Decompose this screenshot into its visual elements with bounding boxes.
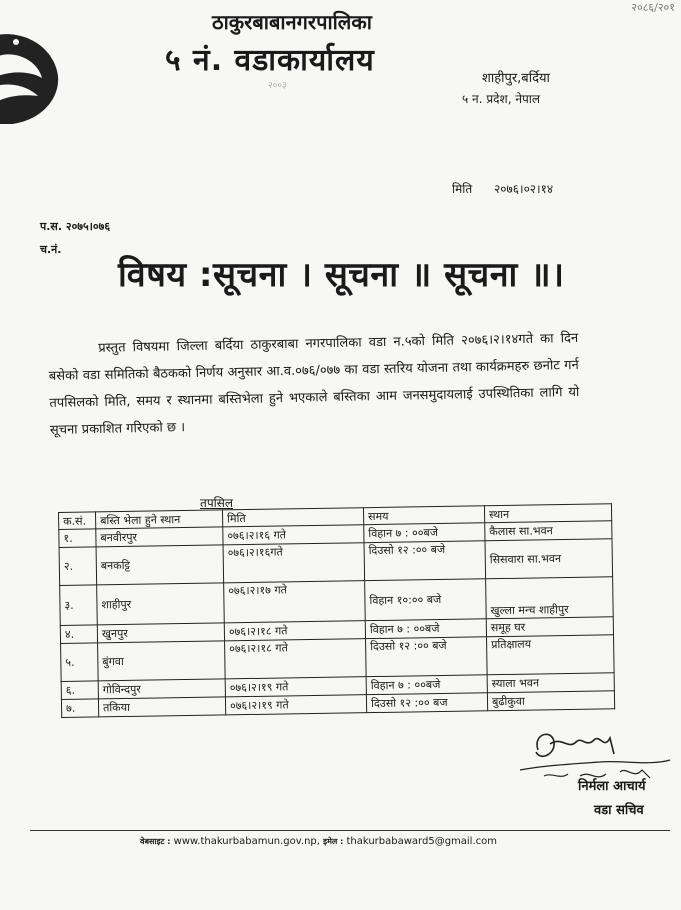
footer-contact	[140, 836, 497, 847]
notice-body: प्रस्तुत विषयमा जिल्ला बर्दिया ठाकुरबाबा नगरपालिका वडा न.५को मिति २०७६।२।१४गते का दिन बसेको वडा समितिको बैठकको निर्णय अनुसार आ.व.०७६/०७७ का वडा स्तरिय योजना तथा कार्यक्रमहरु छनोट गर्न तपसिलको मिति, समय र स्थानमा बस्तिभेला हुने भएकाले बस्तिका आम जनसमुदायलाई उपस्थितिका लागि यो सूचना प्रकाशित गरिएको छ ।	[48, 330, 580, 438]
signatory-name: निर्मला आचार्य	[578, 779, 646, 794]
cell-date: ०७६।२।१६गते	[223, 543, 365, 583]
header-venue: स्थान	[484, 504, 611, 523]
cell-serial: ६.	[61, 681, 98, 700]
cell-date: ०७६।२।१६ गते	[223, 525, 364, 545]
cell-time: दिउसो १२ :०० बज	[366, 693, 487, 713]
email-label: इमेल :	[323, 837, 344, 846]
cell-time: विहान ७ : ००बजे	[366, 675, 487, 695]
cell-place: बनवीरपुर	[96, 527, 223, 547]
cell-time: विहान १०:०० बजे	[365, 579, 487, 621]
cell-serial: १.	[59, 529, 96, 548]
table-caption: तपसिल	[200, 496, 234, 510]
cell-place: खुनपुर	[97, 623, 224, 643]
cell-place: बनकट्टि	[96, 545, 224, 585]
cell-date: ०७६।२।१८ गते	[224, 621, 365, 641]
schedule-table	[58, 503, 615, 718]
ward-office-title: ५ नं. वडाकार्यालय	[165, 43, 375, 78]
cell-venue: स्याला भवन	[487, 673, 614, 693]
cell-time: विहान ७ : ००बजे	[364, 523, 485, 543]
cell-time: विहान ७ : ००बजे	[365, 619, 486, 639]
cell-serial: ७.	[61, 699, 98, 718]
footer-divider	[30, 830, 670, 831]
cell-date: ०७६।२।१७ गते	[224, 581, 366, 623]
reference-number: प.स. २०७५।०७६	[40, 220, 111, 233]
cell-venue: बुढीकुवा	[487, 691, 614, 711]
cell-place: गोविन्दपुर	[98, 679, 225, 699]
cell-venue: समूह घर	[486, 617, 613, 637]
cell-venue: प्रतिक्षालय	[487, 635, 615, 675]
cell-place: तकिया	[98, 697, 225, 717]
date-value: २०७६।०२।१४	[494, 182, 554, 196]
address-line-1: शाहीपुर,बर्दिया	[482, 71, 550, 86]
dispatch-number: च.नं.	[40, 243, 62, 256]
header-time: समय	[363, 506, 484, 525]
header-place: बस्ति भेला हुने स्थान	[96, 510, 223, 529]
cell-venue: सिसवारा सा.भवन	[485, 539, 613, 579]
cell-place: बुंगवा	[98, 641, 226, 681]
cell-serial: ३.	[60, 585, 98, 626]
date-label: मिति	[452, 182, 473, 196]
date-row	[452, 180, 553, 197]
cell-venue: खुल्ला मन्च शाहीपुर	[486, 577, 614, 619]
schedule-table-wrapper	[58, 503, 615, 718]
subject-heading: विषय :सूचना । सूचना ॥ सूचना ॥।	[118, 255, 565, 295]
municipality-name: ठाकुरबाबानगरपालिका	[212, 10, 372, 34]
cell-time: दिउसो १२ :०० बजे	[364, 541, 486, 581]
faint-stamp-text: २००३	[268, 81, 287, 91]
signatory-title: वडा सचिव	[594, 803, 644, 818]
website-link[interactable]: www.thakurbabamun.gov.np,	[173, 836, 320, 847]
address-line-2: ५ न. प्रदेश, नेपाल	[462, 92, 541, 106]
header-date: मिति	[222, 508, 363, 527]
top-right-faint-text: २०८६/२०१	[631, 1, 675, 14]
cell-serial: २.	[59, 547, 97, 586]
municipality-logo	[0, 28, 64, 128]
cell-serial: ५.	[61, 643, 99, 682]
email-link[interactable]: thakurbabaward5@gmail.com	[346, 836, 498, 847]
website-label: वेबसाइट :	[140, 837, 171, 846]
cell-time: दिउसो १२ :०० बजे	[366, 637, 488, 677]
cell-serial: ४.	[60, 625, 97, 644]
cell-date: ०७६।२।१९ गते	[225, 695, 366, 715]
cell-date: ०७६।२।१८ गते	[225, 639, 367, 679]
header-serial: क.सं.	[59, 512, 96, 530]
cell-place: शाहीपुर	[97, 583, 225, 625]
cell-date: ०७६।२।१९ गते	[225, 677, 366, 697]
cell-venue: कैलास सा.भवन	[485, 521, 612, 541]
